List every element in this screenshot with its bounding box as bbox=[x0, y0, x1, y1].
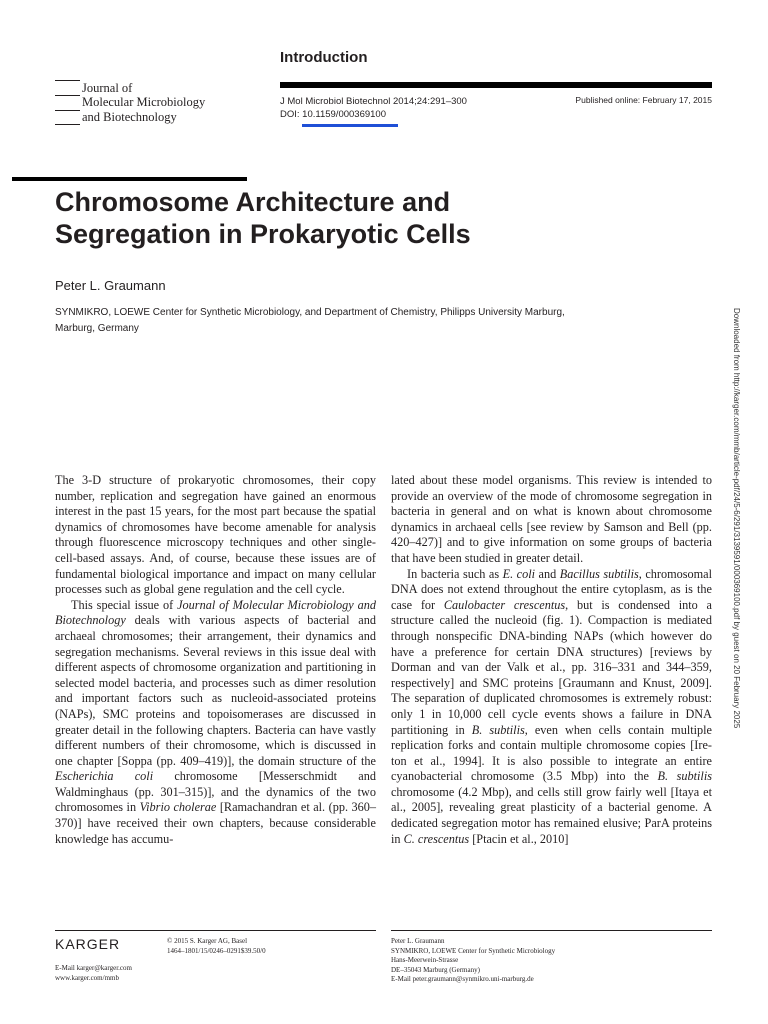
text-run: chromosome [Messerschmidt and Waldminghaus (pp. 301–315)], and the dynamics of the two chromosomes in bbox=[55, 769, 376, 815]
doi-line bbox=[280, 108, 467, 121]
affiliation-line-1: SYNMIKRO, LOEWE Center for Synthetic Microbiology, and Department of Chemistry, Philipps University Marburg, bbox=[55, 307, 565, 318]
text-run: , but is condensed into a structure called the nucleoid (fig. 1). Compaction is mediated through nonspecific DNA-binding NAPs (which however do have a preference for certain DNA structures) [reviews by Dorman and van der Valk et al., pp. 316–331 and 344–359, respectively] and SMC proteins [Graumann and Knust, 2009]. The separation of duplicated chromosomes is extremely robust: only 1 in 10,000 cell cycle events shows a failure in DNA partitioning in bbox=[391, 597, 712, 737]
italic-run: E. coli bbox=[502, 566, 536, 581]
correspondence-address bbox=[391, 937, 555, 985]
italic-run: Bacillus subtilis bbox=[559, 566, 639, 581]
text-run: This special issue of bbox=[71, 597, 178, 612]
text-run: and bbox=[535, 566, 560, 581]
italic-run: C. crescentus bbox=[403, 831, 470, 846]
journal-name-line-1: Journal of bbox=[82, 81, 133, 95]
publisher-logo: KARGER bbox=[55, 936, 121, 952]
logo-rule-1 bbox=[55, 80, 80, 81]
section-label: Introduction bbox=[280, 49, 368, 66]
author-name: Peter L. Graumann bbox=[55, 278, 166, 293]
header-rule bbox=[280, 82, 712, 88]
copyright-line-1: © 2015 S. Karger AG, Basel bbox=[167, 937, 248, 945]
text-run: , even when cells contain multiple replication forks and contain multiple chromosome copies [Ireton et al., 1994]. It is also possible to integrate an entire cyanobacterial chromosome (3.5 Mbp) into the bbox=[391, 722, 712, 784]
title-rule bbox=[12, 177, 247, 181]
copyright bbox=[167, 937, 266, 956]
doi-prefix: DOI: bbox=[280, 109, 303, 120]
body-column-left bbox=[55, 473, 376, 847]
article-title bbox=[55, 186, 695, 250]
text-run: , chromosomal DNA does not extend throughout the entire cytoplasm, as is the case for bbox=[391, 566, 713, 612]
italic-run: Caulobacter crescentus bbox=[443, 597, 566, 612]
logo-rule-2 bbox=[55, 95, 80, 96]
address-line: SYNMIKRO, LOEWE Center for Synthetic Microbiology bbox=[391, 946, 556, 955]
italic-run: Vibrio cholerae bbox=[139, 800, 217, 815]
italic-run: Journal of Molecular Microbiology and Biotechnology bbox=[55, 597, 377, 628]
text-run: In bacteria such as bbox=[407, 566, 503, 581]
doi-link[interactable]: 10.1159/000369100 bbox=[302, 109, 386, 120]
publisher-contact bbox=[55, 964, 132, 983]
logo-rule-3 bbox=[55, 110, 80, 111]
address-line: Hans-Meerwein-Strasse bbox=[391, 956, 459, 964]
italic-run: B. subtilis bbox=[657, 769, 712, 784]
published-date: Published online: February 17, 2015 bbox=[575, 95, 712, 105]
address-line: DE–35043 Marburg (Germany) bbox=[391, 965, 480, 974]
publisher-website[interactable]: www.karger.com/mmb bbox=[55, 973, 119, 982]
footer-rule-left bbox=[55, 930, 376, 931]
journal-name-line-2: Molecular Microbiology bbox=[82, 95, 206, 109]
text-run: [Ptacin et al., 2010] bbox=[469, 831, 569, 846]
footer-rule-right bbox=[391, 930, 712, 931]
body-column-right bbox=[391, 473, 712, 847]
publisher-email[interactable]: E-Mail karger@karger.com bbox=[55, 964, 132, 972]
affiliation bbox=[55, 305, 615, 337]
author-email[interactable]: E-Mail peter.graumann@synmikro.uni-marburg.de bbox=[391, 975, 534, 983]
citation bbox=[280, 95, 467, 121]
logo-rule-4 bbox=[55, 124, 80, 125]
journal-name-line-3: and Biotechnology bbox=[82, 110, 177, 124]
paragraph bbox=[55, 598, 376, 848]
paragraph: lated about these model organisms. This review is intended to provide an overview of the mode of chromosome segregation in bacteria in general and on what is known about chromosome dynamics in archaeal cells [see review by Samson and Bell (pp. 420–427)] and to give information on some groups of bacteria that have been studied in greater detail. bbox=[391, 473, 712, 565]
italic-run: Escherichia coli bbox=[55, 769, 154, 784]
italic-run: B. subtilis bbox=[471, 722, 525, 737]
paragraph: The 3-D structure of prokaryotic chromosomes, their copy number, replication and segregation have gained an enormous interest in the past 15 years, for the most part because the spatial dynamics of chromosomes have become amenable for analysis through fluorescence microscopy techniques and other single-cell-based assays. And, of course, because these issues are of fundamental biological importance and impact on many cellular processes such as global gene regulation and the cell cycle. bbox=[55, 473, 376, 597]
text-run: chromosome (4.2 Mbp), and cells still grow fairly well [Itaya et al., 2005], revealing great plasticity of a bacterial genome. A dedicated segregation motor has remained elusive; ParA proteins in bbox=[391, 784, 712, 846]
paragraph bbox=[391, 567, 712, 848]
copyright-line-2: 1464–1801/15/0246–0291$39.50/0 bbox=[167, 946, 266, 955]
title-line-2: Segregation in Prokaryotic Cells bbox=[55, 219, 471, 249]
journal-logo bbox=[55, 80, 235, 126]
address-line: Peter L. Graumann bbox=[391, 937, 445, 945]
download-note: Downloaded from http://karger.com/mmb/article-pdf/24/5-6/291/3139591/000369100.pdf by guest on 20 February 2025 bbox=[732, 308, 741, 729]
citation-text: J Mol Microbiol Biotechnol 2014;24:291–300 bbox=[280, 96, 467, 107]
doi-link-underline bbox=[302, 124, 398, 127]
text-run: [Ramachandran et al. (pp. 360–370)] have received their own chapters, because considerable knowledge has accumu- bbox=[55, 800, 377, 846]
affiliation-line-2: Marburg, Germany bbox=[55, 323, 139, 334]
title-line-1: Chromosome Architecture and bbox=[55, 187, 451, 217]
text-run: deals with various aspects of bacterial and archaeal chromosomes; their arrangement, their dynamics and segregation mechanisms. Several reviews in this issue deal with different aspects of chromosome organization and partitioning in selected model bacteria, and processes such as dimer resolution and important factors such as nucleoid-associated proteins (NAPs), SMC proteins and topoisomerases are discussed in greater detail in the following chapters. Bacteria can have vastly different numbers of their chromosome, which is discussed in one chapter [Soppa (pp. 409–419)], the domain structure of the bbox=[55, 613, 376, 768]
